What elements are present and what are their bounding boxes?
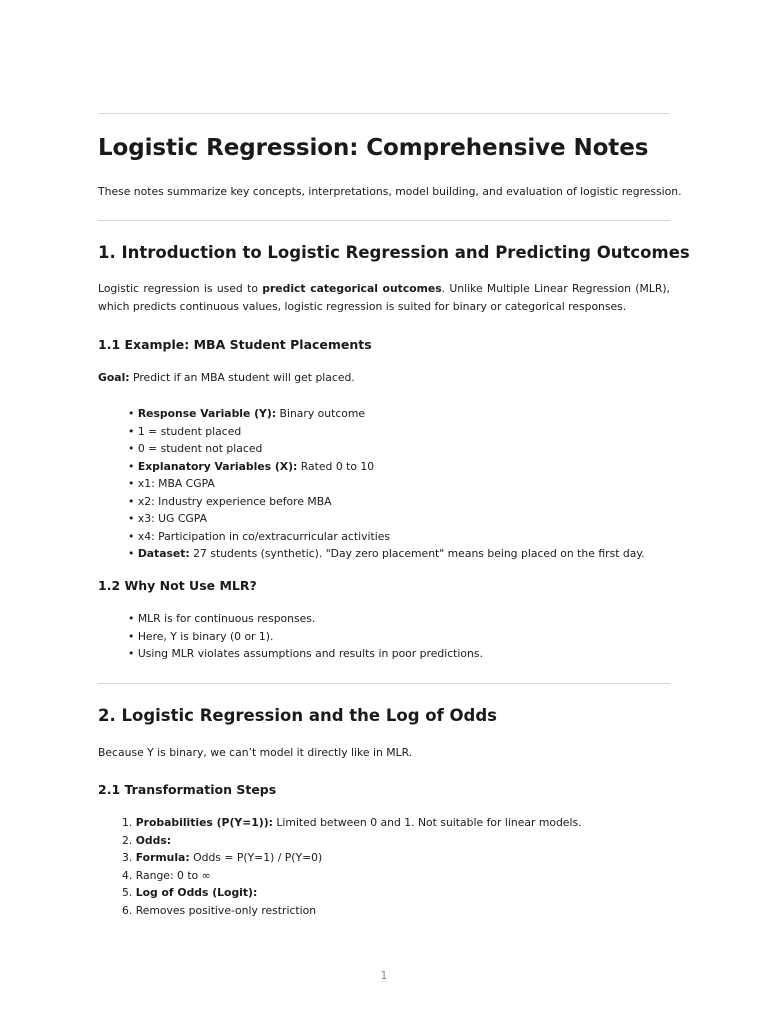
list-item xyxy=(128,610,483,628)
list-item-text: Binary outcome xyxy=(276,407,366,420)
list-marker: • xyxy=(128,629,138,643)
list-marker: • xyxy=(128,494,138,508)
goal-text: Predict if an MBA student will get placed. xyxy=(129,371,355,384)
document-title: Logistic Regression: Comprehensive Notes xyxy=(98,135,649,161)
list-marker: 2. xyxy=(122,833,136,847)
list-marker: • xyxy=(128,407,138,420)
section-1-heading: 1. Introduction to Logistic Regression and Predicting Outcomes xyxy=(98,243,690,262)
list-marker: • xyxy=(128,647,138,660)
list-item xyxy=(122,867,582,885)
mba-example-list xyxy=(128,405,645,563)
list-marker: • xyxy=(128,442,138,455)
list-marker: 1. xyxy=(122,816,136,829)
why-not-mlr-list xyxy=(128,610,483,663)
top-divider xyxy=(98,113,670,114)
list-item-text: x2: Industry experience before MBA xyxy=(137,494,332,508)
list-item xyxy=(122,902,582,920)
intro-paragraph: These notes summarize key concepts, interpretations, model building, and evaluation of logistic regression. xyxy=(98,185,682,198)
list-marker: • xyxy=(128,512,138,525)
list-item xyxy=(122,849,582,867)
list-item-text: Removes positive-only restriction xyxy=(135,903,317,917)
list-marker: • xyxy=(128,459,138,473)
section-1-paragraph-emphasis: predict categorical outcomes xyxy=(262,282,442,295)
subsection-1-1-heading: 1.1 Example: MBA Student Placements xyxy=(98,337,372,352)
list-item xyxy=(122,884,582,902)
list-item-label: Formula: xyxy=(135,851,190,864)
list-item xyxy=(128,493,645,511)
goal-label: Goal: xyxy=(98,371,130,384)
list-item-text: MLR is for continuous responses. xyxy=(137,612,316,625)
list-marker: 4. xyxy=(122,868,136,882)
list-item-text: 27 students (synthetic). "Day zero placement" means being placed on the first day. xyxy=(189,547,645,560)
list-item-label: Response Variable (Y): xyxy=(137,407,277,420)
section-1-paragraph-start: Logistic regression is used to xyxy=(98,282,263,295)
list-item xyxy=(128,458,645,476)
section-2-heading: 2. Logistic Regression and the Log of Odds xyxy=(98,706,497,725)
list-item-label: Dataset: xyxy=(137,547,190,560)
list-item-text: x1: MBA CGPA xyxy=(137,477,215,490)
section-2-paragraph: Because Y is binary, we can’t model it directly like in MLR. xyxy=(98,746,413,759)
list-item-text: x4: Participation in co/extracurricular activities xyxy=(137,529,390,543)
list-item-text: 0 = student not placed xyxy=(137,442,263,455)
list-item-text: Here, Y is binary (0 or 1). xyxy=(137,629,274,643)
section-divider-2 xyxy=(98,683,670,684)
list-marker: 6. xyxy=(122,903,136,917)
list-item xyxy=(128,440,645,458)
transformation-steps-list xyxy=(122,814,582,919)
list-item xyxy=(122,832,582,850)
list-marker: 5. xyxy=(122,886,136,899)
list-item xyxy=(128,475,645,493)
page-number: 1 xyxy=(380,970,388,982)
list-marker: • xyxy=(128,424,138,438)
list-marker: • xyxy=(128,529,138,543)
list-marker: • xyxy=(128,547,138,560)
subsection-2-1-heading: 2.1 Transformation Steps xyxy=(98,782,277,797)
list-item-text: Limited between 0 and 1. Not suitable for linear models. xyxy=(272,816,582,829)
list-item-text: x3: UG CGPA xyxy=(137,512,207,525)
list-item xyxy=(128,545,645,563)
list-item xyxy=(128,628,483,646)
list-item-text: 1 = student placed xyxy=(137,424,242,438)
list-item-label: Odds: xyxy=(135,833,172,847)
list-marker: • xyxy=(128,612,138,625)
list-item xyxy=(128,528,645,546)
list-item xyxy=(128,645,483,663)
list-item-label: Log of Odds (Logit): xyxy=(135,886,258,899)
section-divider-1 xyxy=(98,220,670,221)
section-1-paragraph-end: . Unlike Multiple Linear Regression (MLR), which predicts continuous values, logistic regression is suited for binary or categorical responses. xyxy=(98,282,670,313)
list-item-label: Explanatory Variables (X): xyxy=(137,459,298,473)
goal-line xyxy=(98,369,670,387)
list-item-label: Probabilities (P(Y=1)): xyxy=(135,816,273,829)
list-item xyxy=(128,423,645,441)
section-1-paragraph xyxy=(98,280,670,316)
list-item-text: Rated 0 to 10 xyxy=(297,459,375,473)
list-item xyxy=(128,405,645,423)
list-marker: • xyxy=(128,477,138,490)
list-marker: 3. xyxy=(122,851,136,864)
list-item-text: Using MLR violates assumptions and results in poor predictions. xyxy=(137,647,483,660)
list-item xyxy=(128,510,645,528)
list-item xyxy=(122,814,582,832)
list-item-text: Range: 0 to ∞ xyxy=(135,868,211,882)
list-item-text: Odds = P(Y=1) / P(Y=0) xyxy=(189,851,323,864)
subsection-1-2-heading: 1.2 Why Not Use MLR? xyxy=(98,578,257,593)
